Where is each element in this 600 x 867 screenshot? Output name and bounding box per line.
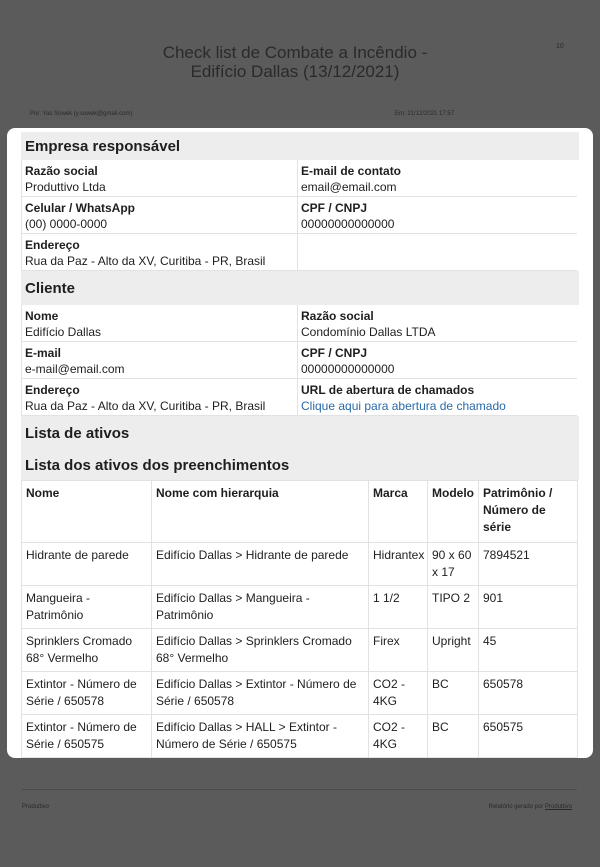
field-value: Produttivo Ltda bbox=[25, 180, 106, 194]
cell-hierarquia: Edifício Dallas > Extintor - Número de Série / 650578 bbox=[152, 672, 369, 715]
field-value: email@email.com bbox=[301, 180, 397, 194]
report-date: Em: 21/12/2021 17:57 bbox=[395, 111, 455, 117]
field-value: 00000000000000 bbox=[301, 217, 395, 231]
cell-hierarquia: Edifício Dallas > Hidrante de parede bbox=[152, 543, 369, 586]
field-value: Edifício Dallas bbox=[25, 325, 102, 339]
empresa-razao-social-cell bbox=[21, 160, 298, 197]
cell-patrimonio: 650575 bbox=[479, 715, 578, 758]
assets-table bbox=[21, 480, 578, 758]
field-label: Endereço bbox=[25, 238, 80, 252]
cell-marca: CO2 - 4KG bbox=[369, 672, 428, 715]
field-label: Razão social bbox=[301, 309, 374, 323]
cliente-url-cell bbox=[298, 379, 577, 416]
cell-hierarquia: Edifício Dallas > Sprinklers Cromado 68° Vermelho bbox=[152, 629, 369, 672]
field-label: E-mail bbox=[25, 346, 62, 360]
cell-nome: Hidrante de parede bbox=[22, 543, 152, 586]
field-value: Rua da Paz - Alto da XV, Curitiba - PR, Brasil bbox=[25, 399, 266, 413]
footer-brand-link[interactable]: Produttivo bbox=[544, 804, 572, 810]
column-header: Modelo bbox=[428, 481, 479, 543]
empresa-celular-cell bbox=[21, 197, 298, 234]
cell-modelo: BC bbox=[428, 715, 479, 758]
column-header: Patrimônio / Número de série bbox=[479, 481, 578, 543]
field-label: Nome bbox=[25, 309, 59, 323]
cliente-email-cell bbox=[21, 342, 298, 379]
footer-company: Produttivo bbox=[22, 804, 50, 810]
cell-patrimonio: 901 bbox=[479, 586, 578, 629]
cliente-nome-cell bbox=[21, 305, 298, 342]
column-header: Nome com hierarquia bbox=[152, 481, 369, 543]
cell-marca: Firex bbox=[369, 629, 428, 672]
assets-table-header-row bbox=[22, 481, 578, 543]
field-value: 00000000000000 bbox=[301, 362, 395, 376]
cell-modelo: Upright bbox=[428, 629, 479, 672]
page-number: 10 bbox=[556, 43, 564, 50]
field-label: Razão social bbox=[25, 164, 98, 178]
field-label: E-mail de contato bbox=[301, 164, 402, 178]
field-value: e-mail@email.com bbox=[25, 362, 125, 376]
cliente-cpf-cell bbox=[298, 342, 577, 379]
cell-patrimonio: 7894521 bbox=[479, 543, 578, 586]
field-value: (00) 0000-0000 bbox=[25, 217, 108, 231]
section-lista-ativos-heading: Lista de ativos bbox=[21, 416, 579, 450]
cell-modelo: TIPO 2 bbox=[428, 586, 479, 629]
document-title: Check list de Combate a Incêndio - Edifício Dallas (13/12/2021) bbox=[162, 43, 428, 81]
footer-generated-by bbox=[489, 804, 572, 810]
cliente-razao-social-cell bbox=[298, 305, 577, 342]
empresa-cpf-cell bbox=[298, 197, 577, 234]
abertura-chamado-link[interactable]: Clique aqui para abertura de chamado bbox=[301, 399, 506, 413]
table-row bbox=[22, 586, 578, 629]
cell-marca: 1 1/2 bbox=[369, 586, 428, 629]
field-label: Endereço bbox=[25, 383, 80, 397]
cell-modelo: BC bbox=[428, 672, 479, 715]
field-value: Condomínio Dallas LTDA bbox=[301, 325, 436, 339]
footer-divider bbox=[22, 789, 577, 790]
section-cliente-heading: Cliente bbox=[21, 271, 579, 305]
report-card bbox=[7, 128, 593, 758]
cell-hierarquia: Edifício Dallas > HALL > Extintor - Número de Série / 650575 bbox=[152, 715, 369, 758]
column-header: Nome bbox=[22, 481, 152, 543]
empresa-grid bbox=[21, 160, 579, 271]
table-row bbox=[22, 629, 578, 672]
cliente-endereco-cell bbox=[21, 379, 298, 416]
report-author: Por: Yas Sowek (y.sowek@gmail.com) bbox=[30, 111, 133, 117]
cell-patrimonio: 45 bbox=[479, 629, 578, 672]
field-label: CPF / CNPJ bbox=[301, 201, 368, 215]
table-row bbox=[22, 543, 578, 586]
empresa-endereco-cell bbox=[21, 234, 298, 271]
empty-cell bbox=[298, 234, 577, 271]
column-header: Marca bbox=[369, 481, 428, 543]
field-label: Celular / WhatsApp bbox=[25, 201, 136, 215]
cell-patrimonio: 650578 bbox=[479, 672, 578, 715]
cell-nome: Extintor - Número de Série / 650578 bbox=[22, 672, 152, 715]
section-empresa-heading: Empresa responsável bbox=[21, 132, 579, 160]
empresa-email-cell bbox=[298, 160, 577, 197]
table-row bbox=[22, 672, 578, 715]
cell-modelo: 90 x 60 x 17 bbox=[428, 543, 479, 586]
cell-marca: CO2 - 4KG bbox=[369, 715, 428, 758]
section-lista-preenchimentos-heading: Lista dos ativos dos preenchimentos bbox=[21, 450, 579, 480]
footer-prefix: Relatório gerado por bbox=[488, 804, 544, 810]
cliente-grid bbox=[21, 305, 579, 416]
cell-nome: Mangueira - Patrimônio bbox=[22, 586, 152, 629]
table-row bbox=[22, 715, 578, 758]
cell-nome: Sprinklers Cromado 68° Vermelho bbox=[22, 629, 152, 672]
cell-marca: Hidrantex bbox=[369, 543, 428, 586]
page-header bbox=[0, 0, 600, 130]
field-label: CPF / CNPJ bbox=[301, 346, 368, 360]
field-label: URL de abertura de chamados bbox=[301, 383, 475, 397]
cell-nome: Extintor - Número de Série / 650575 bbox=[22, 715, 152, 758]
cell-hierarquia: Edifício Dallas > Mangueira - Patrimônio bbox=[152, 586, 369, 629]
field-value: Rua da Paz - Alto da XV, Curitiba - PR, Brasil bbox=[25, 254, 266, 268]
